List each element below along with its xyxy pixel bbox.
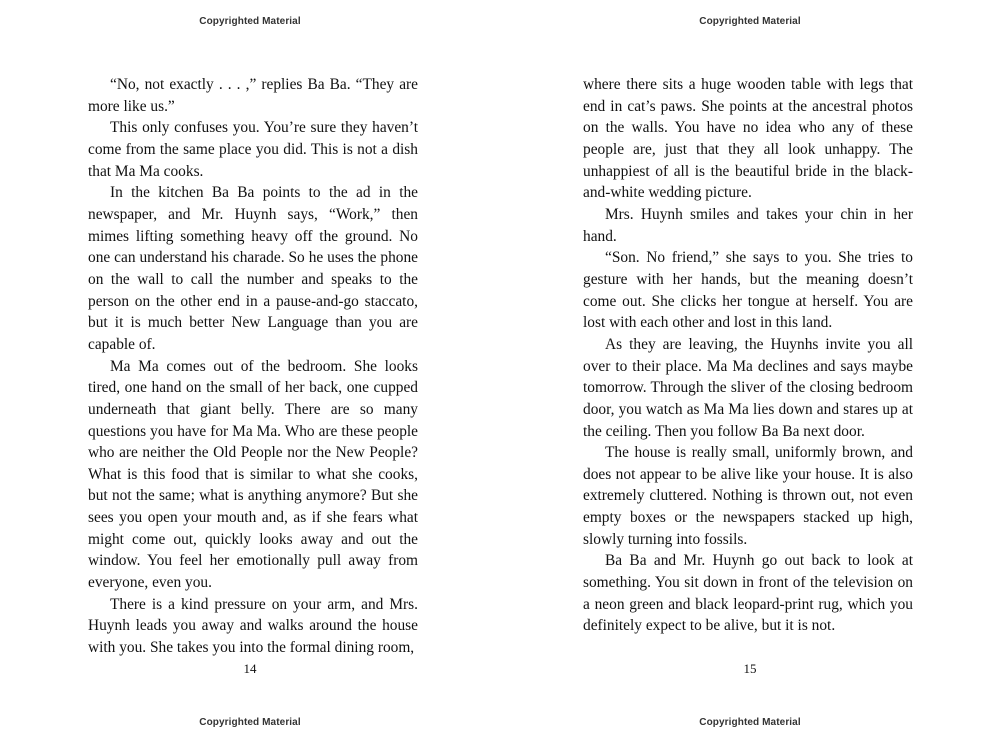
- right-page: [500, 0, 1000, 744]
- left-body-text: [88, 74, 418, 659]
- paragraph: Mrs. Huynh smiles and takes your chin in her hand.: [583, 205, 913, 245]
- paragraph: “Son. No friend,” she says to you. She tries to gesture with her hands, but the meaning doesn’t come out. She clicks her tongue at herself. You are lost with each other and lost in this land.: [583, 249, 913, 332]
- paragraph: Ba Ba and Mr. Huynh go out back to look at something. You sit down in front of the television on a neon green and black leopard-print rug, which you definitely expect to be alive, but it is not.: [583, 552, 913, 635]
- paragraph: “No, not exactly . . . ,” replies Ba Ba. “They are more like us.”: [88, 76, 418, 115]
- paragraph: There is a kind pressure on your arm, and Mrs. Huynh leads you away and walks around the house with you. She takes you into the formal dining room,: [88, 595, 418, 657]
- paragraph: Ma Ma comes out of the bedroom. She looks tired, one hand on the small of her back, one cupped underneath that giant belly. There are so many questions you have for Ma Ma. Who are these people who are neither the Old People nor the New People? What is this food that is similar to what she cooks, but not the same; what is anything anymore? But she sees you open your mouth and, as if she fears what might come out, quickly looks away and out the window. You feel her emotionally pull away from everyone, even you.: [88, 357, 418, 592]
- page-number: 14: [243, 661, 257, 676]
- paragraph: The house is really small, uniformly brown, and does not appear to be alive like your house. It is also extremely cluttered. Nothing is thrown out, not even empty boxes or the newspapers stacked up high, slowly turning into fossils.: [583, 444, 913, 548]
- footer-copyright-notice: Copyrighted Material: [699, 717, 801, 728]
- paragraph: As they are leaving, the Huynhs invite you all over to their place. Ma Ma declines and says maybe tomorrow. Through the sliver of the closing bedroom door, you watch as Ma Ma lies down and stares up at the ceiling. Then you follow Ba Ba next door.: [583, 335, 913, 440]
- footer-copyright-notice: Copyrighted Material: [199, 717, 301, 728]
- paragraph: This only confuses you. You’re sure they haven’t come from the same place you did. This is not a dish that Ma Ma cooks.: [88, 119, 418, 180]
- header-copyright-notice: Copyrighted Material: [199, 16, 301, 27]
- header-copyright-notice: Copyrighted Material: [699, 16, 801, 27]
- right-body-text: [583, 74, 913, 637]
- paragraph-continuation: where there sits a huge wooden table with legs that end in cat’s paws. She points at the ancestral photos on the walls. You have no idea who any of these people are, just that they all look unhappy. The unhappiest of all is the beautiful bride in the black-and-white wedding picture.: [583, 76, 913, 202]
- page-number: 15: [743, 661, 757, 676]
- paragraph: In the kitchen Ba Ba points to the ad in the newspaper, and Mr. Huynh says, “Work,” then mimes lifting something heavy off the ground. No one can understand his charade. So he uses the phone on the wall to call the number and speaks to the person on the other end in a pause-and-go staccato, but it is much better New Language than you are capable of.: [88, 184, 418, 353]
